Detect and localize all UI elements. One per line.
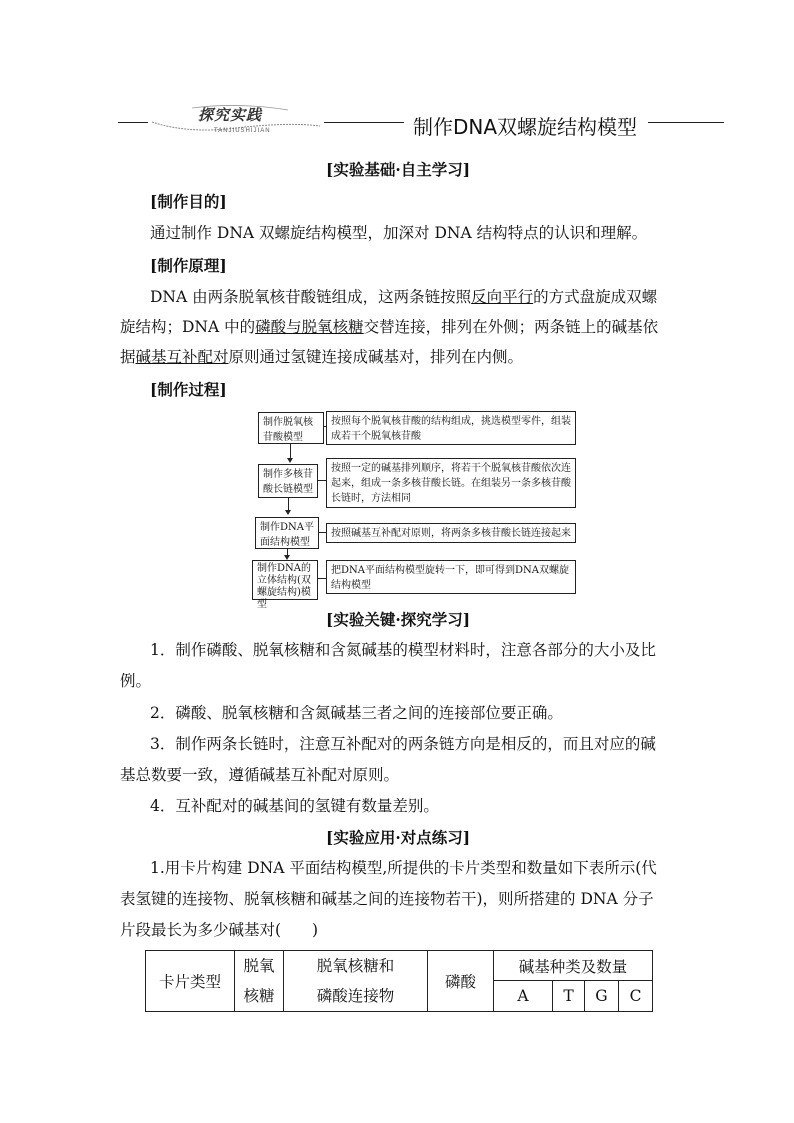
purpose-text: 通过制作 DNA 双螺旋结构模型，加深对 DNA 结构特点的认识和理解。 <box>150 224 648 242</box>
section-heading-keys: [实验关键·探究学习] <box>326 610 471 629</box>
principle-line-1 <box>150 290 657 306</box>
principle-text: DNA 由两条脱氧核苷酸链组成，这两条链按照 <box>150 288 472 306</box>
flow-connector <box>318 578 326 579</box>
badge-sublabel: TANJIUSHIJIAN <box>214 128 271 134</box>
flow-step-3-desc: 按照碱基互补配对原则，将两条多核苷酸长链连接起来 <box>326 523 576 543</box>
principle-text: 据 <box>120 348 136 366</box>
section-heading-basics: [实验基础·自主学习] <box>326 160 471 179</box>
base-cell-c: C <box>619 981 653 1012</box>
header-rule-middle <box>324 122 404 123</box>
principle-line-2 <box>120 320 658 336</box>
principle-text: 的方式盘旋成双螺 <box>533 288 658 306</box>
table-header-text: 脱氧核糖和 <box>316 957 395 975</box>
flow-connector <box>318 480 326 481</box>
flow-step-2-desc: 按照一定的碱基排列顺序，将若干个脱氧核苷酸依次连起来，组成一条多核苷酸长链。在组装另一条多核苷酸长链时，方法相同 <box>326 458 576 508</box>
flow-step-2-label: 制作多核苷酸长链模型 <box>258 464 318 498</box>
principle-text: 交替连接，排列在外侧；两条链上的碱基依 <box>363 318 659 336</box>
question-line-3: 片段最长为多少碱基对( ) <box>120 921 319 939</box>
table-header-cell <box>284 951 428 1012</box>
table-header-cell <box>235 951 284 1012</box>
base-cell-a: A <box>494 981 553 1012</box>
table-header-text: 脱氧 <box>243 957 275 975</box>
flow-arrow <box>288 498 289 510</box>
badge-label: 探究实践 <box>198 106 263 124</box>
process-heading: [制作过程] <box>150 380 227 399</box>
key-point-1-cont: 例。 <box>120 672 152 690</box>
flow-step-1-label: 制作脱氧核苷酸模型 <box>258 412 324 444</box>
flow-step-4-label: 制作DNA的立体结构(双螺旋结构)模型 <box>252 560 318 600</box>
base-cell-t: T <box>553 981 585 1012</box>
page-title: 制作DNA双螺旋结构模型 <box>413 115 638 139</box>
table-header-text: 核糖 <box>243 987 275 1005</box>
arrow-down-icon <box>287 458 293 463</box>
principle-underlined-term: 反向平行 <box>471 288 534 306</box>
key-point-1: 1．制作磷酸、脱氧核糖和含氮碱基的模型材料时，注意各部分的大小及比 <box>150 641 656 659</box>
question-line-1: 1.用卡片构建 DNA 平面结构模型,所提供的卡片类型和数量如下表所示(代 <box>150 859 657 877</box>
section-heading-practice: [实验应用·对点练习] <box>326 828 471 847</box>
arrow-down-icon <box>285 510 291 515</box>
card-table <box>145 950 653 1012</box>
principle-heading: [制作原理] <box>150 256 227 275</box>
table-header-text: 磷酸连接物 <box>316 987 395 1005</box>
flow-connector <box>319 532 326 533</box>
key-point-3-cont: 基总数要一致，遵循碱基互补配对原则。 <box>120 766 400 784</box>
table-header-cell: 卡片类型 <box>146 951 235 1012</box>
flow-step-4-desc: 把DNA平面结构模型旋转一下，即可得到DNA双螺旋结构模型 <box>326 560 576 594</box>
key-point-3: 3．制作两条长链时，注意互补配对的两条链方向是相反的，而且对应的碱 <box>150 735 656 753</box>
section-badge <box>148 104 324 138</box>
principle-line-3 <box>120 350 523 366</box>
header-rule-right <box>648 122 724 123</box>
flow-step-3-label: 制作DNA平面结构模型 <box>255 517 319 549</box>
table-header-cell: 磷酸 <box>428 951 494 1012</box>
principle-text: 原则通过氢键连接成碱基对，排列在内侧。 <box>228 348 524 366</box>
principle-underlined-term: 碱基互补配对 <box>135 348 229 366</box>
key-point-4: 4．互补配对的碱基间的氢键有数量差别。 <box>150 797 439 815</box>
key-point-2: 2．磷酸、脱氧核糖和含氮碱基三者之间的连接部位要正确。 <box>150 704 563 722</box>
principle-text: 旋结构；DNA 中的 <box>120 318 256 336</box>
base-cell-g: G <box>585 981 619 1012</box>
flow-arrow <box>290 444 291 458</box>
question-line-2: 表氢键的连接物、脱氧核糖和碱基之间的连接物若干)，则所搭建的 DNA 分子 <box>120 890 654 908</box>
purpose-heading: [制作目的] <box>150 192 227 211</box>
table-header-cell: 碱基种类及数量 <box>494 951 653 981</box>
principle-underlined-term: 磷酸与脱氧核糖 <box>255 318 364 336</box>
flow-step-1-desc: 按照每个脱氧核苷酸的结构组成，挑选模型零件，组装成若干个脱氧核苷酸 <box>326 411 576 445</box>
header-rule-left <box>118 122 148 123</box>
